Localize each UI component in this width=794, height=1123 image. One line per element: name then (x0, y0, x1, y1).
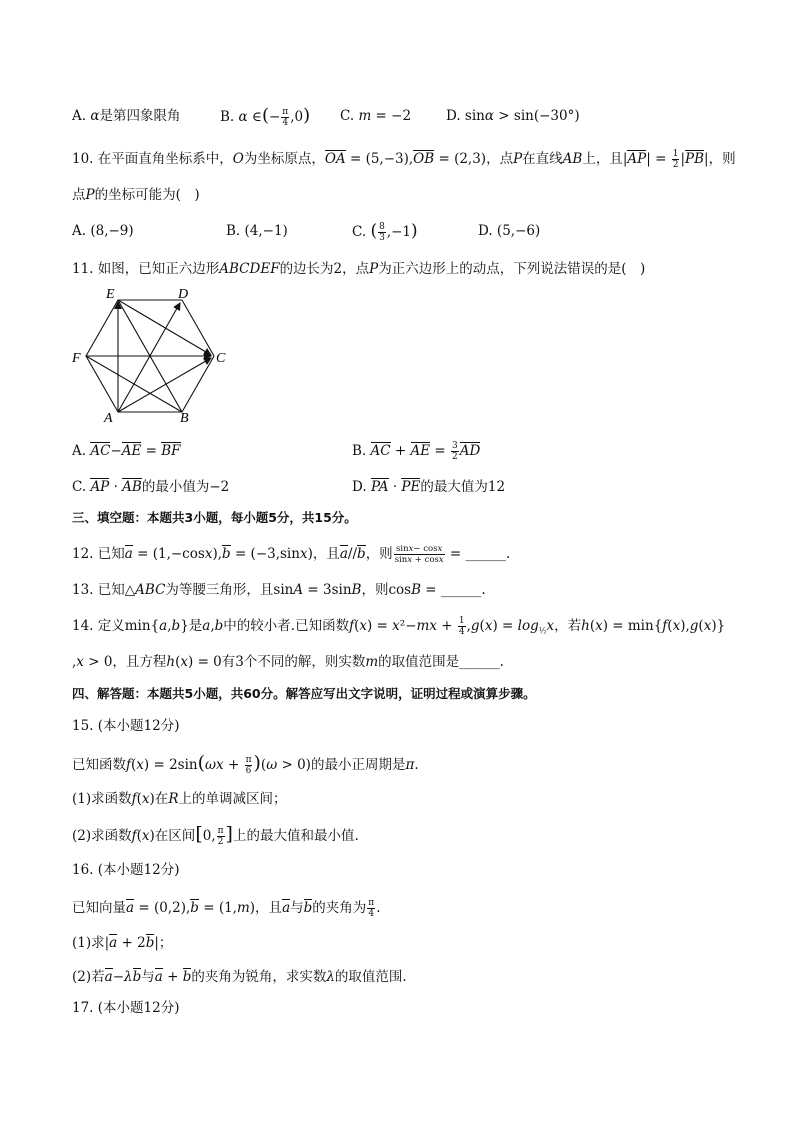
q10-option-d: D. (5,−6) (478, 223, 541, 239)
vertex-label-f: F (72, 351, 81, 366)
q16-part1: (1)求|a + 2b|； (72, 935, 173, 951)
vector-e-c (118, 300, 211, 355)
q12-stem: 12. 已知a = (1,−cosx),b = (−3,sinx)，且a//b，则 $\frac{\sin x- \cos x}{\sin x + \cos x}$ = ______. (72, 544, 511, 565)
hexagon-figure (68, 284, 240, 424)
q14-stem-line1: 14. 定义min{a,b}是a,b中的较小者.已知函数f(x) = x²−mx + $\frac{1}{4}$ $,g(x) = \log_{\frac{1}{2}}x$，若h(x) = min{f(x),g(x)} (72, 616, 726, 637)
vertex-label-a: A (104, 411, 113, 424)
section-3-heading: 三、填空题：本题共3小题，每小题5分，共15分。 (72, 510, 357, 525)
q10-option-a: A. (8,−9) (72, 223, 134, 239)
vertex-label-d: D (178, 287, 189, 302)
vector-a-d (118, 303, 180, 412)
q10-stem-line2: 点P的坐标可能为( ) (72, 187, 200, 203)
q13-stem: 13. 已知△ABC为等腰三角形，且sinA = 3sinB，则cosB = ______. (72, 582, 486, 598)
q10-stem-line1: 10. 在平面直角坐标系中，O为坐标原点，OA = (5,−3),OB = (2,3)，点P在直线AB上，且|AP| = $\frac{1}{2}$ |PB|，则 (72, 149, 736, 170)
q16-stem: 已知向量a = (0,2),b = (1,m)，且a与b的夹角为 $\frac{\pi}{4}$ . (72, 898, 381, 919)
q15-part1: (1)求函数f(x)在R上的单调减区间； (72, 791, 287, 807)
q9-option-c: C. m = −2 (340, 108, 412, 124)
q17-header: 17. (本小题12分) (72, 1000, 180, 1016)
q14-stem-line2: ,x > 0，且方程h(x) = 0有3个不同的解，则实数m的取值范围是______. (72, 654, 504, 670)
vertex-label-b: B (180, 411, 189, 424)
q15-stem: 已知函数f(x) = 2sin(ωx + $\frac{\pi}{6}$ )(ω > 0)的最小正周期是π. (72, 752, 419, 776)
q11-stem: 11. 如图，已知正六边形ABCDEF的边长为2，点P为正六边形上的动点，下列说法错误的是( ) (72, 261, 646, 277)
q11-option-c: C. AP · AB的最小值为−2 (72, 479, 230, 495)
q11-option-d: D. PA · PE的最大值为12 (352, 479, 506, 495)
q15-part2: (2)求函数f(x)在区间[0, $\frac{\pi}{2}$ ]上的最大值和最小值. (72, 823, 359, 847)
q16-part2: (2)若a−λb与a + b的夹角为锐角，求实数λ的取值范围. (72, 969, 407, 985)
vertex-label-e: E (106, 287, 115, 302)
q10-option-c: C. ( $\frac{8}{3}$ ,−1) (352, 221, 418, 243)
q9-option-b: B. α ∈(− $\frac{\pi}{4}$ ,0) (220, 105, 311, 128)
q15-header: 15. (本小题12分) (72, 718, 180, 734)
q10-option-b: B. (4,−1) (226, 223, 288, 239)
section-4-heading: 四、解答题：本题共5小题，共60分。解答应写出文字说明，证明过程或演算步骤。 (72, 686, 536, 701)
q11-option-a: A. AC−AE = BF (72, 443, 181, 459)
vertex-label-c: C (216, 351, 226, 366)
q9-option-d: D. sinα > sin(−30°) (446, 108, 580, 124)
q9-option-a: A. α是第四象限角 (72, 108, 181, 124)
q11-option-b: B. AC + AE = $\frac{3}{2}$ AD (352, 441, 481, 462)
q16-header: 16. (本小题12分) (72, 862, 180, 878)
